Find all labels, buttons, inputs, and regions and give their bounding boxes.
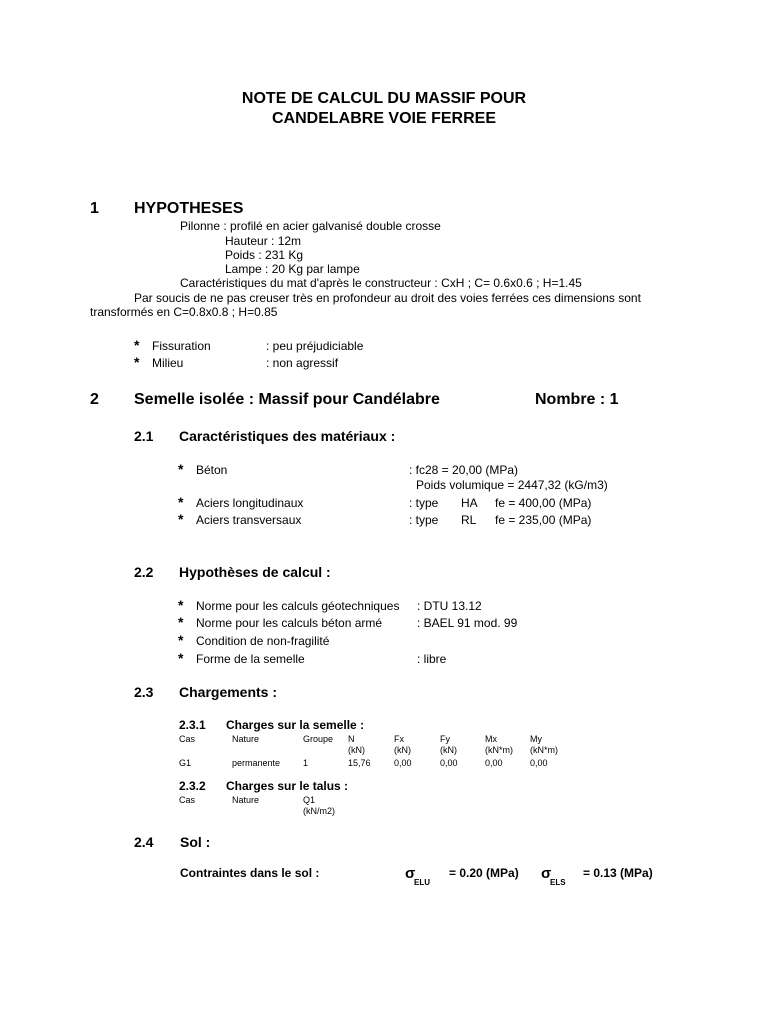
section-2-nombre: Nombre : 1: [535, 391, 619, 408]
milieu-value: : non agressif: [266, 356, 339, 370]
lampe-text: Lampe : 20 Kg par lampe: [225, 262, 360, 276]
bullet-icon: *: [178, 494, 184, 510]
table-header-cas: Cas: [179, 734, 196, 744]
section-2-3-number: 2.3: [134, 684, 154, 700]
table-header-nature: Nature: [232, 734, 260, 744]
paragraph-line-2: transformés en C=0.8x0.8 ; H=0.85: [90, 305, 278, 319]
forme-semelle-label: Forme de la semelle: [196, 652, 305, 666]
aciers-transversaux-grade: RL: [461, 513, 477, 527]
bullet-icon: *: [178, 597, 184, 613]
section-2-2-number: 2.2: [134, 564, 154, 580]
section-2-1-number: 2.1: [134, 428, 154, 444]
sigma-els-subscript: ELS: [550, 878, 566, 887]
condition-non-fragilite-label: Condition de non-fragilité: [196, 634, 330, 648]
table-header-groupe: Groupe: [303, 734, 334, 744]
bullet-icon: *: [178, 461, 184, 477]
aciers-longitudinaux-label: Aciers longitudinaux: [196, 496, 304, 510]
table-unit-my: (kN*m): [530, 745, 558, 755]
section-2-title: Semelle isolée : Massif pour Candélabre: [134, 391, 440, 408]
aciers-transversaux-fe: fe = 235,00 (MPa): [495, 513, 592, 527]
table-unit-n: (kN): [348, 745, 365, 755]
aciers-transversaux-type: : type: [409, 513, 439, 527]
norme-geotechnique-label: Norme pour les calculs géotechniques: [196, 599, 400, 613]
table-unit-fx: (kN): [394, 745, 411, 755]
section-2-3-1-title: Charges sur la semelle :: [226, 718, 365, 732]
aciers-longitudinaux-type: : type: [409, 496, 439, 510]
table-cell-nature: permanente: [232, 758, 281, 768]
pilonne-text: Pilonne : profilé en acier galvanisé double crosse: [180, 219, 441, 233]
poids-text: Poids : 231 Kg: [225, 248, 304, 262]
table-unit-mx: (kN*m): [485, 745, 513, 755]
norme-beton-arme-label: Norme pour les calculs béton armé: [196, 616, 383, 630]
section-1-number: 1: [90, 200, 99, 217]
section-2-3-2-number: 2.3.2: [179, 779, 206, 793]
sigma-els-value: = 0.13 (MPa): [583, 866, 653, 880]
table-unit-fy: (kN): [440, 745, 457, 755]
section-2-4-number: 2.4: [134, 834, 154, 850]
table-cell-my: 0,00: [530, 758, 548, 768]
aciers-longitudinaux-grade: HA: [461, 496, 478, 510]
contraintes-label: Contraintes dans le sol :: [180, 866, 320, 880]
title-line-2: CANDELABRE VOIE FERREE: [271, 110, 497, 127]
table-header-my: My: [530, 734, 542, 744]
section-2-1-title: Caractéristiques des matériaux :: [179, 428, 396, 444]
bullet-icon: *: [134, 354, 140, 370]
sigma-els-symbol: σ: [541, 865, 552, 882]
section-2-number: 2: [90, 391, 99, 408]
table-header-mx: Mx: [485, 734, 497, 744]
table-header-fx: Fx: [394, 734, 404, 744]
section-2-3-2-title: Charges sur le talus :: [226, 779, 349, 793]
title-line-1: NOTE DE CALCUL DU MASSIF POUR: [241, 90, 527, 107]
section-2-3-title: Chargements :: [179, 684, 278, 700]
caracteristiques-text: Caractéristiques du mat d'après le constructeur : CxH ; C= 0.6x0.6 ; H=1.45: [180, 276, 582, 290]
sigma-elu-subscript: ELU: [414, 878, 430, 887]
sigma-elu-value: = 0.20 (MPa): [449, 866, 519, 880]
table-header-fy: Fy: [440, 734, 450, 744]
hauteur-text: Hauteur : 12m: [225, 234, 302, 248]
table-cell-fx: 0,00: [394, 758, 412, 768]
table-header-nature: Nature: [232, 795, 260, 805]
table-cell-mx: 0,00: [485, 758, 503, 768]
section-2-3-1-number: 2.3.1: [179, 718, 206, 732]
table-cell-n: 15,76: [348, 758, 371, 768]
bullet-icon: *: [178, 614, 184, 630]
paragraph-line-1: Par soucis de ne pas creuser très en profondeur au droit des voies ferrées ces dimensions sont: [134, 291, 641, 305]
bullet-icon: *: [178, 650, 184, 666]
table-header-cas: Cas: [179, 795, 196, 805]
fissuration-value: : peu préjudiciable: [266, 339, 364, 353]
table-unit-q1: (kN/m2): [303, 806, 335, 816]
aciers-longitudinaux-fe: fe = 400,00 (MPa): [495, 496, 592, 510]
section-2-4-title: Sol :: [180, 834, 211, 850]
table-cell-groupe: 1: [303, 758, 309, 768]
table-header-n: N: [348, 734, 355, 744]
bullet-icon: *: [178, 511, 184, 527]
norme-geotechnique-value: : DTU 13.12: [417, 599, 482, 613]
beton-poids-volumique: Poids volumique = 2447,32 (kG/m3): [416, 478, 608, 492]
milieu-label: Milieu: [152, 356, 184, 370]
table-cell-cas: G1: [179, 758, 192, 768]
section-1-title: HYPOTHESES: [134, 200, 244, 217]
beton-fc28: : fc28 = 20,00 (MPa): [409, 463, 519, 477]
section-2-2-title: Hypothèses de calcul :: [179, 564, 331, 580]
bullet-icon: *: [134, 337, 140, 353]
table-header-q1: Q1: [303, 795, 316, 805]
bullet-icon: *: [178, 632, 184, 648]
norme-beton-arme-value: : BAEL 91 mod. 99: [417, 616, 518, 630]
beton-label: Béton: [196, 463, 228, 477]
table-cell-fy: 0,00: [440, 758, 458, 768]
sigma-elu-symbol: σ: [405, 865, 416, 882]
forme-semelle-value: : libre: [417, 652, 447, 666]
aciers-transversaux-label: Aciers transversaux: [196, 513, 302, 527]
fissuration-label: Fissuration: [152, 339, 211, 353]
